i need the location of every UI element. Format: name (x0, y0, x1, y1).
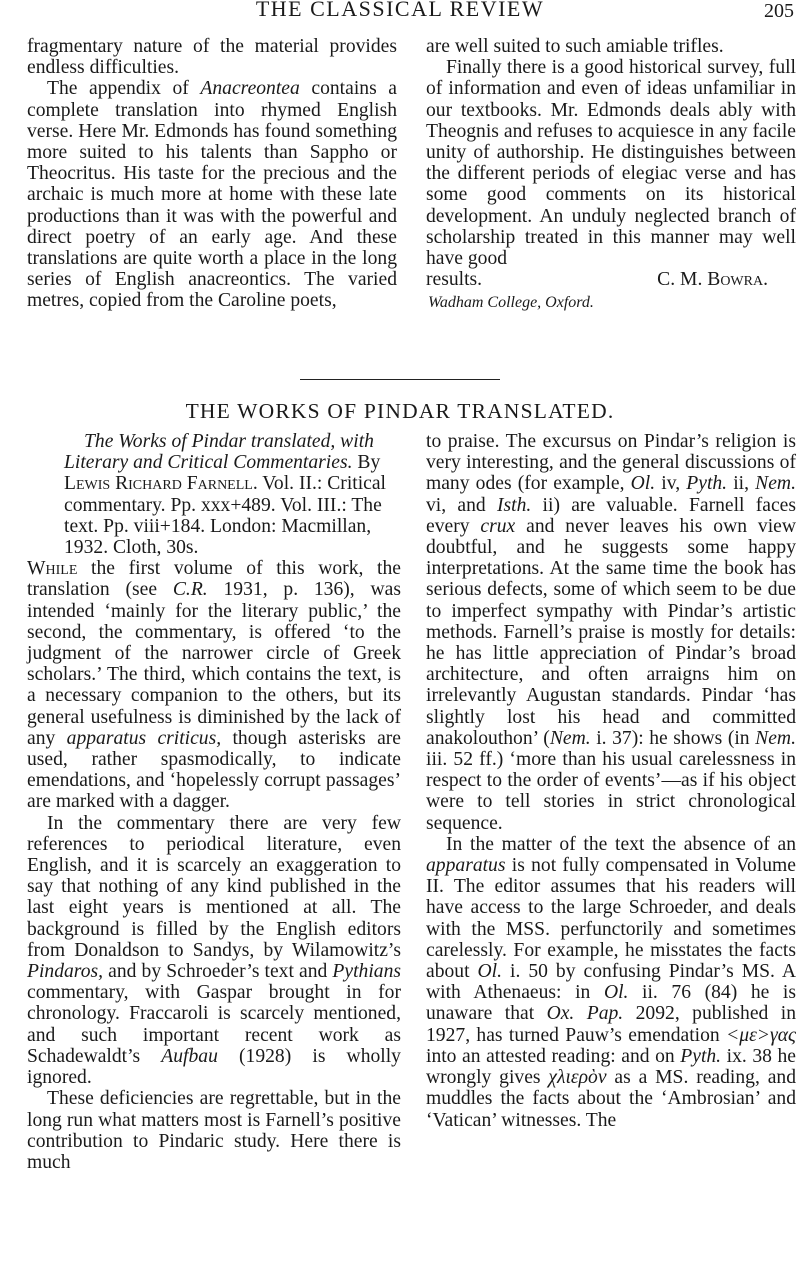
running-title: THE CLASSICAL REVIEW (255, 0, 545, 21)
italic-text: apparatus (426, 855, 506, 877)
text: In the commentary there are very few references to periodical literature, even English, and it is scarcely an exaggeration to say that nothing of any kind published in the last eight years is mentioned at all. The background is filled by the English editors from Donaldson to Sandys, by Wilamowitz’s (27, 812, 401, 961)
italic-text: Pindaros, (27, 961, 104, 983)
italic-text: Nem. (549, 727, 591, 749)
italic-text: Ol. (603, 982, 629, 1004)
text: These deficiencies are regrettable, but in the long run what matters most is Farnell’s positive contribution to Pindaric study. Here there is much (27, 1088, 401, 1173)
reviewer-affiliation: Wadham College, Oxford. (428, 294, 594, 312)
text: ii, (727, 473, 756, 495)
text: iii. 52 ff.) ‘more than his usual carelessness in respect to the order of events’—as if his object were to tell stories in strict chronological sequence. (426, 749, 796, 834)
italic-text: apparatus criticus, (66, 727, 222, 749)
text: to praise. The excursus on Pindar’s religion is very interesting, and the general discussions of many odes (for example, (426, 431, 796, 495)
text: and by Schroeder’s text and (103, 961, 333, 983)
paragraph (27, 558, 401, 812)
text: ix. 38 he wrongly gives (426, 1045, 797, 1089)
text: i. 37): he shows (in (590, 727, 756, 749)
italic-text: Aufbau (161, 1045, 218, 1067)
text: results. (426, 269, 483, 291)
previous-review-left-column (27, 36, 397, 312)
text: (1928) is wholly ignored. (27, 1045, 401, 1089)
signature-line (426, 269, 796, 290)
paragraph (27, 813, 401, 1089)
text: fragmentary nature of the material provides endless difficulties. (27, 36, 397, 79)
reviewer-signature: C. M. Bowra. (657, 269, 768, 291)
text: ii. 76 (84) he is unaware that (426, 982, 797, 1025)
text: By (357, 452, 381, 474)
greek-text: χλιερὸν (548, 1067, 607, 1089)
text: vi, and (426, 494, 497, 516)
italic-text: Pyth. (686, 473, 728, 495)
paragraph (426, 834, 796, 1131)
paragraph (426, 431, 796, 834)
italic-text: Isth. (496, 494, 532, 516)
italic-text: Ol. (630, 473, 656, 495)
italic-text: Ox. Pap. (546, 1003, 624, 1025)
italic-text: Pyth. (680, 1045, 722, 1067)
text: The appendix of (47, 78, 201, 100)
text: commentary, with Gaspar brought in for chronology. Fraccaroli is scarcely mentioned, and such important recent work as Schadewaldt’s (27, 982, 401, 1067)
text: Vol. II.: Critical commentary. Pp. xxx+489. Vol. III.: The text. Pp. viii+184. London: Macmillan, 1932. Cloth, 30s. (64, 473, 386, 559)
greek-text: <με>γας (726, 1024, 796, 1046)
text: is not fully compensated in Volume II. The editor assumes that his readers will have access to the large Schroeder, and deals with the MSS. perfunctorily and sometimes carelessly. For example, he misstates the facts about (426, 855, 796, 983)
book-author: Lewis Richard Farnell. (64, 473, 258, 495)
book-title: The Works of Pindar translated, with Literary and Critical Commentaries. (64, 431, 374, 474)
previous-review-right-column (426, 36, 796, 314)
page-header (0, 0, 800, 28)
text: contains a complete translation into rhymed English verse. Here Mr. Edmonds has found something more suited to his talents than Sappho or Theocritus. His taste for the precious and the archaic is much more at home with these late productions than it was with the powerful and direct poetry of an early age. And these translations are quite worth a place in the long series of English anacreontics. The varied metres, copied from the Caroline poets, (27, 78, 397, 312)
text: i. 50 by confusing Pindar’s MS. A with Athenaeus: in (426, 961, 796, 1004)
paragraph (426, 36, 796, 57)
text: While (27, 558, 78, 580)
text: 1931, p. 136), was intended ‘mainly for the literary public,’ the second, the commentary, is offered ‘to the judgment of the narrower circle of Greek scholars.’ The third, which contains the text, is a necessary companion to the others, but its general usefulness is diminished by the lack of any (27, 579, 401, 749)
book-citation (27, 431, 401, 558)
text: iv, (655, 473, 687, 495)
section-divider (300, 379, 500, 380)
text: are well suited to such amiable trifles. (426, 36, 724, 57)
text: ii) are valuable. Farnell faces every (426, 494, 796, 537)
italic-text: Pythians (332, 961, 401, 983)
italic-text: Anacreontea (200, 78, 300, 100)
article-left-column (27, 431, 401, 1173)
page-number: 205 (764, 0, 794, 22)
italic-text: crux (480, 515, 516, 537)
paragraph (27, 78, 397, 311)
article-title: THE WORKS OF PINDAR TRANSLATED. (185, 399, 615, 423)
text: In the matter of the text the absence of an (446, 833, 796, 855)
article-right-column (426, 431, 796, 1131)
text: Finally there is a good historical survey, full of information and even of ideas unfamiliar in our textbooks. Mr. Edmonds deals ably with Theognis and refuses to acquiesce in any facile unity of authorship. He distinguishes between the different periods of elegiac verse and has some good comments on its historical development. An unduly neglected branch of scholarship treated in this manner may well have good (426, 57, 796, 270)
text: 2092, published in 1927, has turned Pauw’s emendation (426, 1003, 796, 1046)
paragraph (426, 57, 796, 269)
paragraph (27, 1088, 401, 1173)
text: as a MS. reading, and muddles the facts about the ‘Ambrosian’ and ‘Vatican’ witnesses. The (426, 1067, 796, 1131)
italic-text: C.R. (172, 579, 208, 601)
text: the first volume of this work, the translation (see (27, 558, 401, 601)
text: into an attested reading: and on (426, 1045, 681, 1067)
italic-text: Nem. (755, 727, 796, 749)
paragraph (27, 36, 397, 78)
text: and never leaves his own view doubtful, and he suggests some happy interpretations. At the same time the book has serious defects, some of which seem to be due to imperfect sympathy with Pindar’s artistic methods. Farnell’s praise is mostly for details: he has little appreciation of Pindar’s broad architecture, and often arraigns him on irrelevantly Augustan standards. Pindar ‘has slightly lost his head and committed anakolouthon’ ( (426, 515, 796, 749)
italic-text: Ol. (477, 961, 503, 983)
italic-text: Nem. (755, 473, 796, 495)
text: though asterisks are used, rather spasmodically, to indicate emendations, and ‘hopelessly corrupt passages’ are marked with a dagger. (27, 727, 401, 813)
